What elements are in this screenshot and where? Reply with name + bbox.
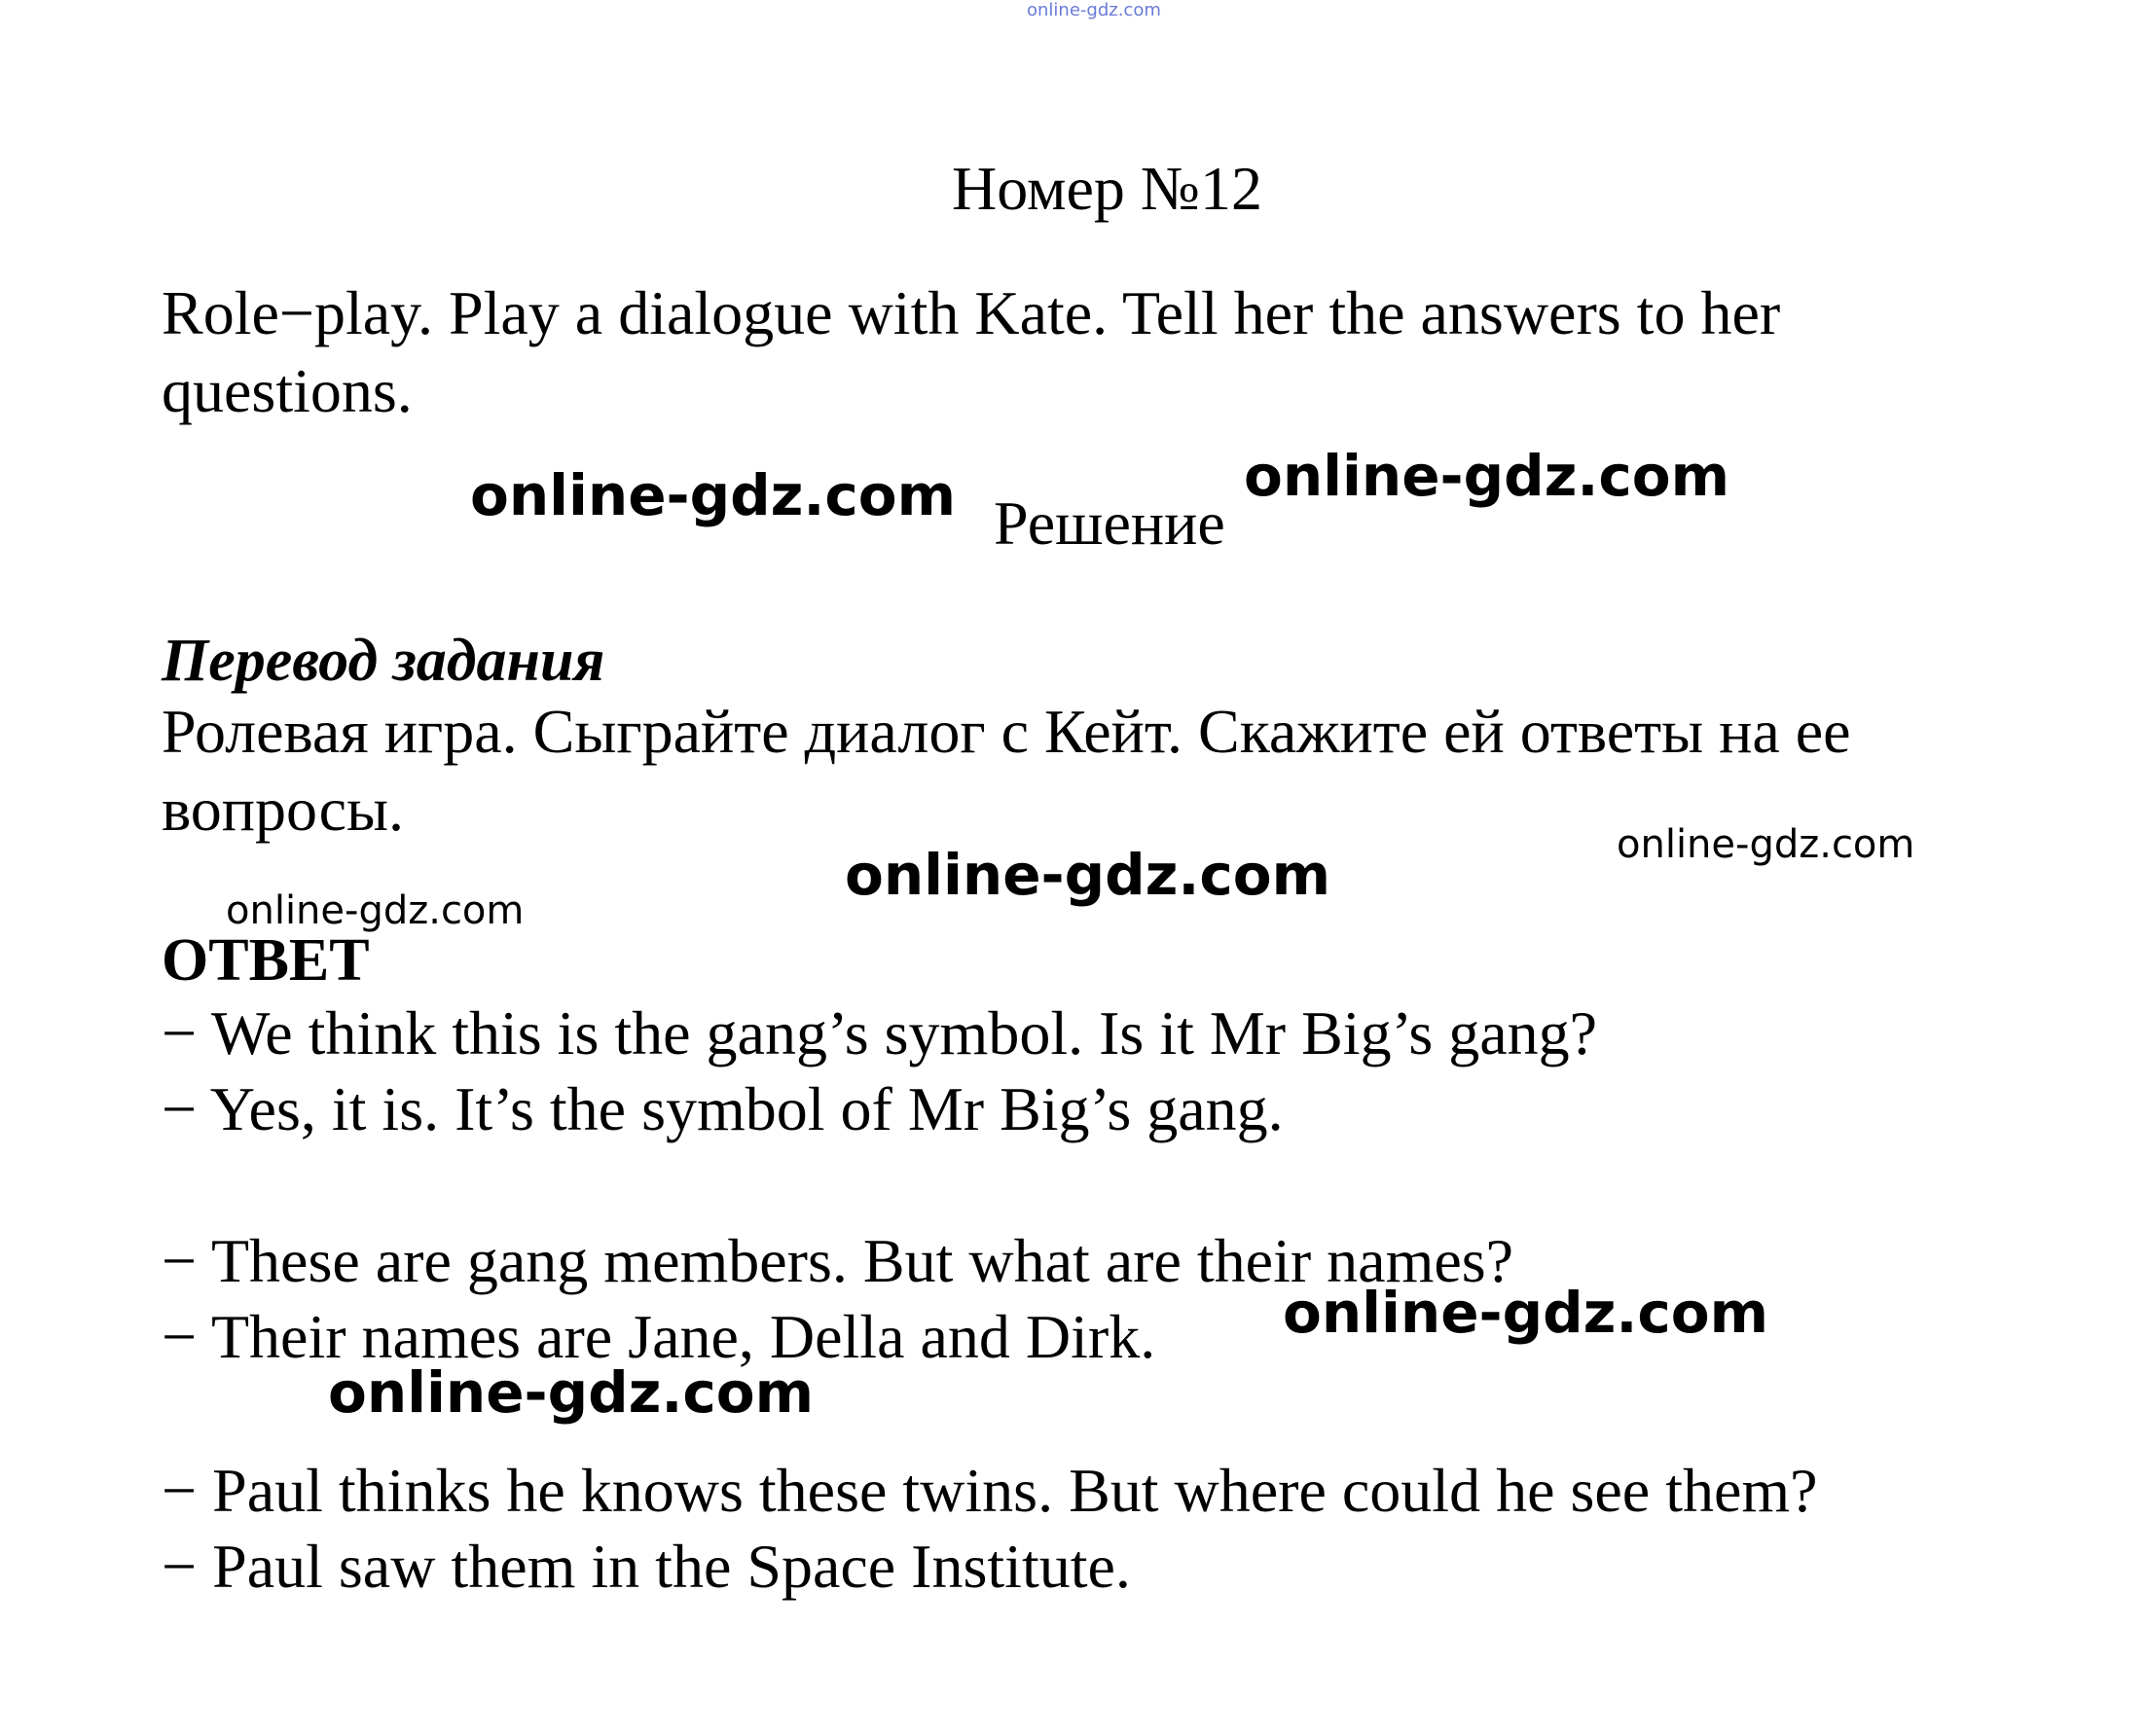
watermark: online-gdz.com <box>226 888 525 933</box>
dialogue-line: − Yes, it is. It’s the symbol of Mr Big’s gang. <box>162 1074 1284 1143</box>
watermark: online-gdz.com <box>845 842 1331 908</box>
watermark: online-gdz.com <box>1244 443 1730 509</box>
page-title: Номер №12 <box>952 154 1262 223</box>
task-text-line-2: questions. <box>162 356 413 425</box>
dialogue-line: − Paul saw them in the Space Institute. <box>162 1532 1131 1601</box>
dialogue-line: − These are gang members. But what are their names? <box>162 1226 1514 1295</box>
watermark: online-gdz.com <box>470 462 957 528</box>
task-text-line-1: Role−play. Play a dialogue with Kate. Tell her the answers to her <box>162 278 1781 347</box>
translation-heading: Перевод задания <box>162 628 605 694</box>
dialogue-line: − Their names are Jane, Della and Dirk. <box>162 1302 1156 1371</box>
watermark-top: online-gdz.com <box>1027 0 1161 20</box>
dialogue-line: − Paul thinks he knows these twins. But where could he see them? <box>162 1456 1818 1525</box>
solution-label: Решение <box>994 488 1225 558</box>
watermark: online-gdz.com <box>328 1359 815 1426</box>
translation-text-line-2: вопросы. <box>162 775 405 844</box>
watermark: online-gdz.com <box>1617 822 1915 867</box>
translation-text-line-1: Ролевая игра. Сыграйте диалог с Кейт. Скажите ей ответы на ее <box>162 697 1851 766</box>
watermark: online-gdz.com <box>1283 1280 1769 1346</box>
answer-heading: ОТВЕТ <box>162 927 370 994</box>
dialogue-line: − We think this is the gang’s symbol. Is it Mr Big’s gang? <box>162 998 1598 1067</box>
